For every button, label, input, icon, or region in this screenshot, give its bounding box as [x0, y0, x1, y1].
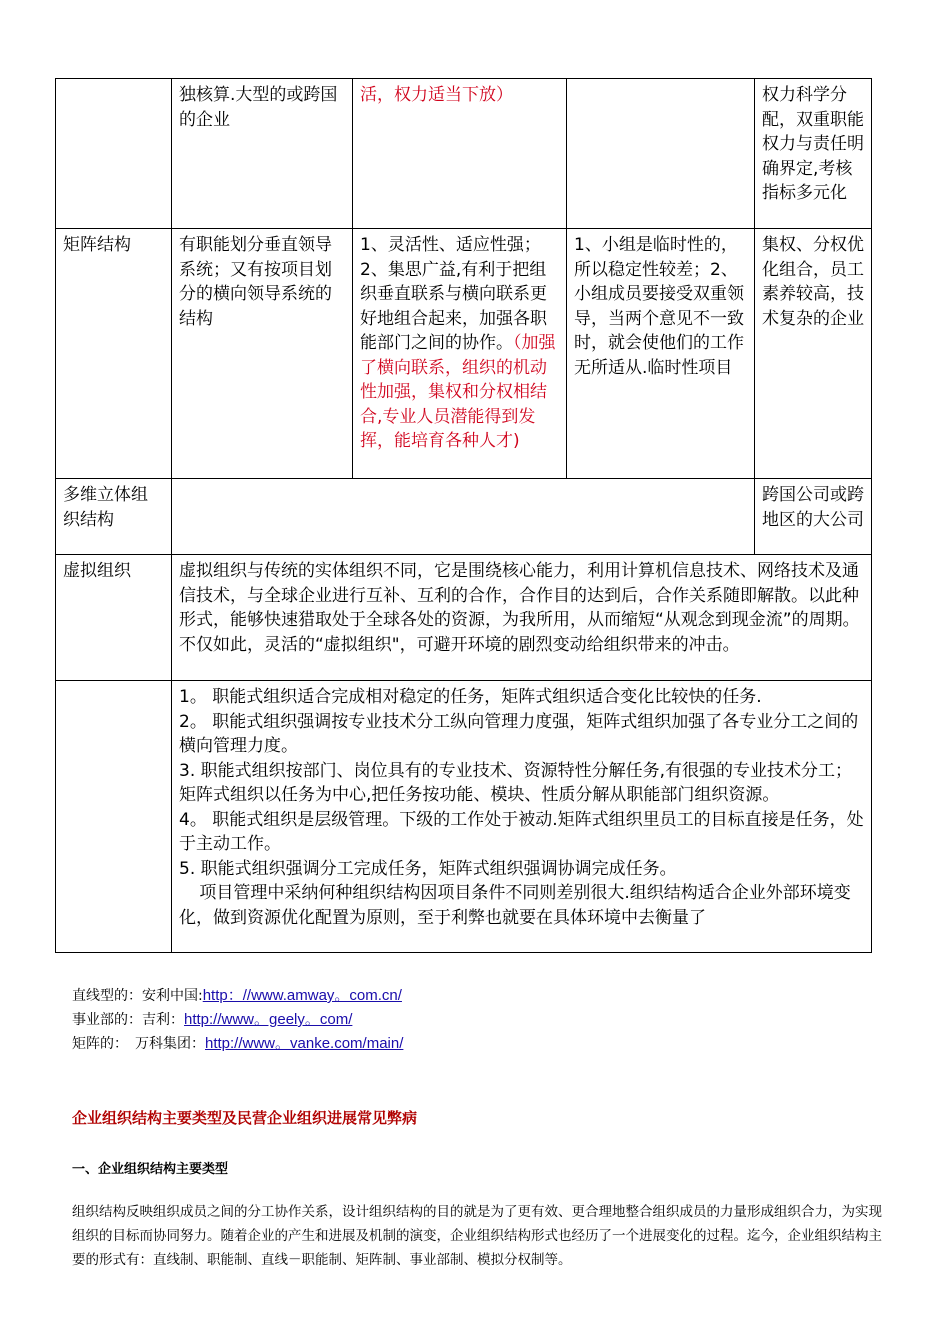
row-name-cell — [56, 79, 172, 229]
comparison-point: 4。 职能式组织是层级管理。下级的工作处于被动.矩阵式组织里员工的目标直接是任务，处于主动工作。 — [179, 809, 864, 854]
table-row — [56, 555, 872, 681]
structure-name: 多维立体组织结构 — [56, 479, 172, 555]
example-link-line — [72, 1032, 403, 1056]
table-row — [56, 79, 872, 229]
org-structure-table — [55, 78, 872, 953]
comparison-point: 2。 职能式组织强调按专业技术分工纵向管理力度强，矩阵式组织加强了各专业分工之间的横向管理力度。 — [179, 711, 859, 756]
example-link-line — [72, 1008, 403, 1032]
advantages-text: 1、灵活性、适应性强；2、集思广益,有利于把组织垂直联系与横向联系更好地组合起来，加强各职能部门之间的协作。 — [360, 235, 547, 353]
link-label: 矩阵的： 万科集团： — [72, 1036, 205, 1052]
table-row — [56, 479, 872, 555]
comparison-point: 3. 职能式组织按部门、岗位具有的专业技术、资源特性分解任务,有很强的专业技术分工；矩阵式组织以任务为中心,把任务按功能、模块、性质分解从职能部门组织资源。 — [179, 760, 853, 805]
table-row — [56, 681, 872, 953]
disadvantages-cell: 1、小组是临时性的，所以稳定性较差；2、小组成员要接受双重领导，当两个意见不一致时，就会使他们的工作无所适从.临时性项目 — [567, 229, 755, 479]
advantages-cell — [353, 229, 567, 479]
virtual-org-description: 虚拟组织与传统的实体组织不同，它是围绕核心能力，利用计算机信息技术、网络技术及通信技术，与全球企业进行互补、互利的合作，合作目的达到后，合作关系随即解散。以此种形式，能够快速猎取处于全球各处的资源，为我所用，从而缩短“从观念到现金流”的周期。不仅如此，灵活的“虚拟组织"，可避开环境的剧烈变动给组织带来的冲击。 — [172, 555, 872, 681]
structure-description: 有职能划分垂直领导系统；又有按项目划分的横向领导系统的结构 — [172, 229, 353, 479]
comparison-cell — [172, 681, 872, 953]
amway-link[interactable]: http：//www.amway。com.cn/ — [202, 987, 402, 1004]
disadvantages-cell — [567, 79, 755, 229]
comparison-point: 1。 职能式组织适合完成相对稳定的任务，矩阵式组织适合变化比较快的任务. — [179, 687, 762, 707]
comparison-closing: 项目管理中采纳何种组织结构因项目条件不同则差别很大.组织结构适合企业外部环境变化，做到资源优化配置为原则，至于利弊也就要在具体环境中去衡量了 — [179, 883, 851, 928]
body-paragraph: 组织结构反映组织成员之间的分工协作关系，设计组织结构的目的就是为了更有效、更合理地整合组织成员的力量形成组织合力，为实现组织的目标而协同努力。随着企业的产生和进展及机制的演变，企业组织结构形式也经历了一个进展变化的过程。迄今，企业组织结构主要的形式有：直线制、职能制、直线－职能制、矩阵制、事业部制、模拟分权制等。 — [72, 1204, 882, 1268]
advantages-cell: 活，权力适当下放） — [353, 79, 567, 229]
advantages-highlight: （加强了横向联系，组织的机动性加强，集权和分权相结合,专业人员潜能得到发挥，能培育各种人才) — [360, 333, 556, 451]
row-name-cell — [56, 681, 172, 953]
example-link-line — [72, 984, 403, 1008]
structure-name: 虚拟组织 — [56, 555, 172, 681]
comparison-point: 5. 职能式组织强调分工完成任务，矩阵式组织强调协调完成任务。 — [179, 858, 677, 879]
vanke-link[interactable]: http://www。vanke.com/main/ — [205, 1035, 404, 1052]
subsection-title: 一、企业组织结构主要类型 — [72, 1162, 229, 1177]
table-row — [56, 229, 872, 479]
link-label: 事业部的：吉利： — [72, 1012, 184, 1028]
geely-link[interactable]: http://www。geely。com/ — [184, 1011, 353, 1028]
applicable-scope-cell: 集权、分权优化组合，员工素养较高，技术复杂的企业 — [755, 229, 872, 479]
section-title: 企业组织结构主要类型及民营企业组织进展常见弊病 — [72, 1109, 418, 1127]
structure-name: 矩阵结构 — [56, 229, 172, 479]
merged-empty-cell — [172, 479, 755, 555]
link-label: 直线型的：安利中国: — [72, 988, 203, 1004]
applicable-scope-cell: 权力科学分配，双重职能权力与责任明确界定,考核指标多元化 — [755, 79, 872, 229]
structure-description: 独核算.大型的或跨国的企业 — [172, 79, 353, 229]
applicable-scope-cell: 跨国公司或跨地区的大公司 — [755, 479, 872, 555]
example-links — [72, 984, 403, 1056]
